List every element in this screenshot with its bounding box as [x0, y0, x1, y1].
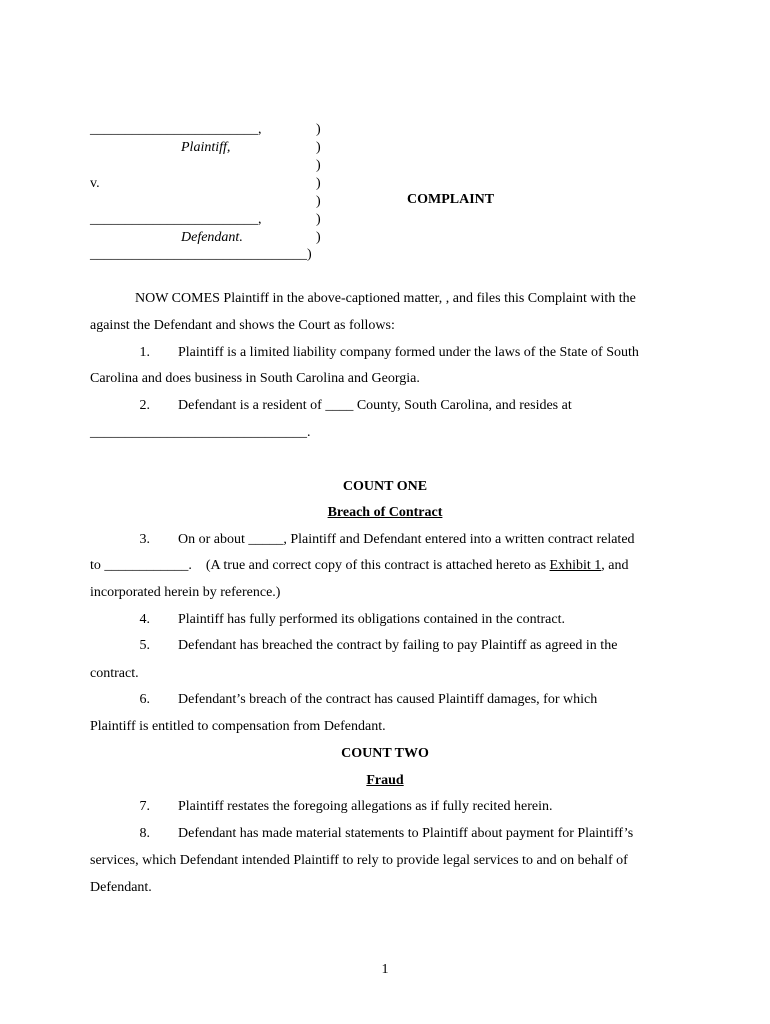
caption-paren: ) [316, 122, 321, 137]
count-one-subtitle: Breach of Contract [327, 505, 443, 520]
paragraph-3-line-2-text: to ____________. (A true and correct copy of this contract is attached hereto as [90, 558, 550, 573]
count-two-title: COUNT TWO [341, 746, 429, 761]
paragraph-number: 2. [139, 398, 150, 413]
caption-bottom-rule: _______________________________) [90, 247, 312, 262]
paragraph-4-line-1: Plaintiff has fully performed its obligations contained in the contract. [178, 612, 565, 627]
paragraph-1-line-1: Plaintiff is a limited liability company formed under the laws of the State of South [178, 345, 639, 360]
versus-label: v. [90, 176, 100, 191]
caption-paren: ) [316, 230, 321, 245]
paragraph-number: 8. [139, 826, 150, 841]
defendant-label: Defendant. [181, 230, 243, 245]
paragraph-number: 5. [139, 638, 150, 653]
paragraph-number: 3. [139, 532, 150, 547]
paragraph-number: 1. [139, 345, 150, 360]
plaintiff-label: Plaintiff, [181, 140, 231, 155]
paragraph-5-line-2: contract. [90, 666, 139, 681]
page-number: 1 [381, 962, 389, 977]
paragraph-6-line-1: Defendant’s breach of the contract has caused Plaintiff damages, for which [178, 692, 598, 707]
caption-paren: ) [316, 212, 321, 227]
count-one-title: COUNT ONE [342, 479, 428, 494]
caption-paren: ) [316, 176, 321, 191]
paragraph-1-line-2: Carolina and does business in South Carolina and Georgia. [90, 371, 420, 386]
paragraph-7-line-1: Plaintiff restates the foregoing allegations as if fully recited herein. [178, 799, 553, 814]
intro-line-1: NOW COMES Plaintiff in the above-captioned matter, , and files this Complaint with the [135, 291, 636, 306]
paragraph-8-line-3: Defendant. [90, 880, 152, 895]
plaintiff-blank: ________________________, [90, 122, 262, 137]
defendant-blank: ________________________, [90, 212, 262, 227]
caption-paren: ) [316, 140, 321, 155]
paragraph-number: 7. [139, 799, 150, 814]
paragraph-2-line-2: _______________________________. [90, 425, 311, 440]
paragraph-2-line-1: Defendant is a resident of ____ County, South Carolina, and resides at [178, 398, 572, 413]
paragraph-3-line-2 [90, 557, 676, 575]
caption-paren: ) [316, 158, 321, 173]
paragraph-5-line-1: Defendant has breached the contract by failing to pay Plaintiff as agreed in the [178, 638, 618, 653]
paragraph-3-line-1: On or about _____, Plaintiff and Defendant entered into a written contract related [178, 532, 635, 547]
complaint-title: COMPLAINT [407, 192, 495, 207]
paragraph-8-line-2: services, which Defendant intended Plaintiff to rely to provide legal services to and on behalf of [90, 853, 628, 868]
exhibit-reference: Exhibit 1 [549, 558, 602, 573]
paragraph-number: 6. [139, 692, 150, 707]
paragraph-number: 4. [139, 612, 150, 627]
paragraph-8-line-1: Defendant has made material statements to Plaintiff about payment for Plaintiff’s [178, 826, 634, 841]
paragraph-6-line-2: Plaintiff is entitled to compensation from Defendant. [90, 719, 386, 734]
intro-line-2: against the Defendant and shows the Court as follows: [90, 318, 395, 333]
caption-paren: ) [316, 194, 321, 209]
count-two-subtitle: Fraud [366, 773, 404, 788]
paragraph-3-line-3: incorporated herein by reference.) [90, 585, 281, 600]
paragraph-3-line-2-end: , and [601, 558, 629, 573]
